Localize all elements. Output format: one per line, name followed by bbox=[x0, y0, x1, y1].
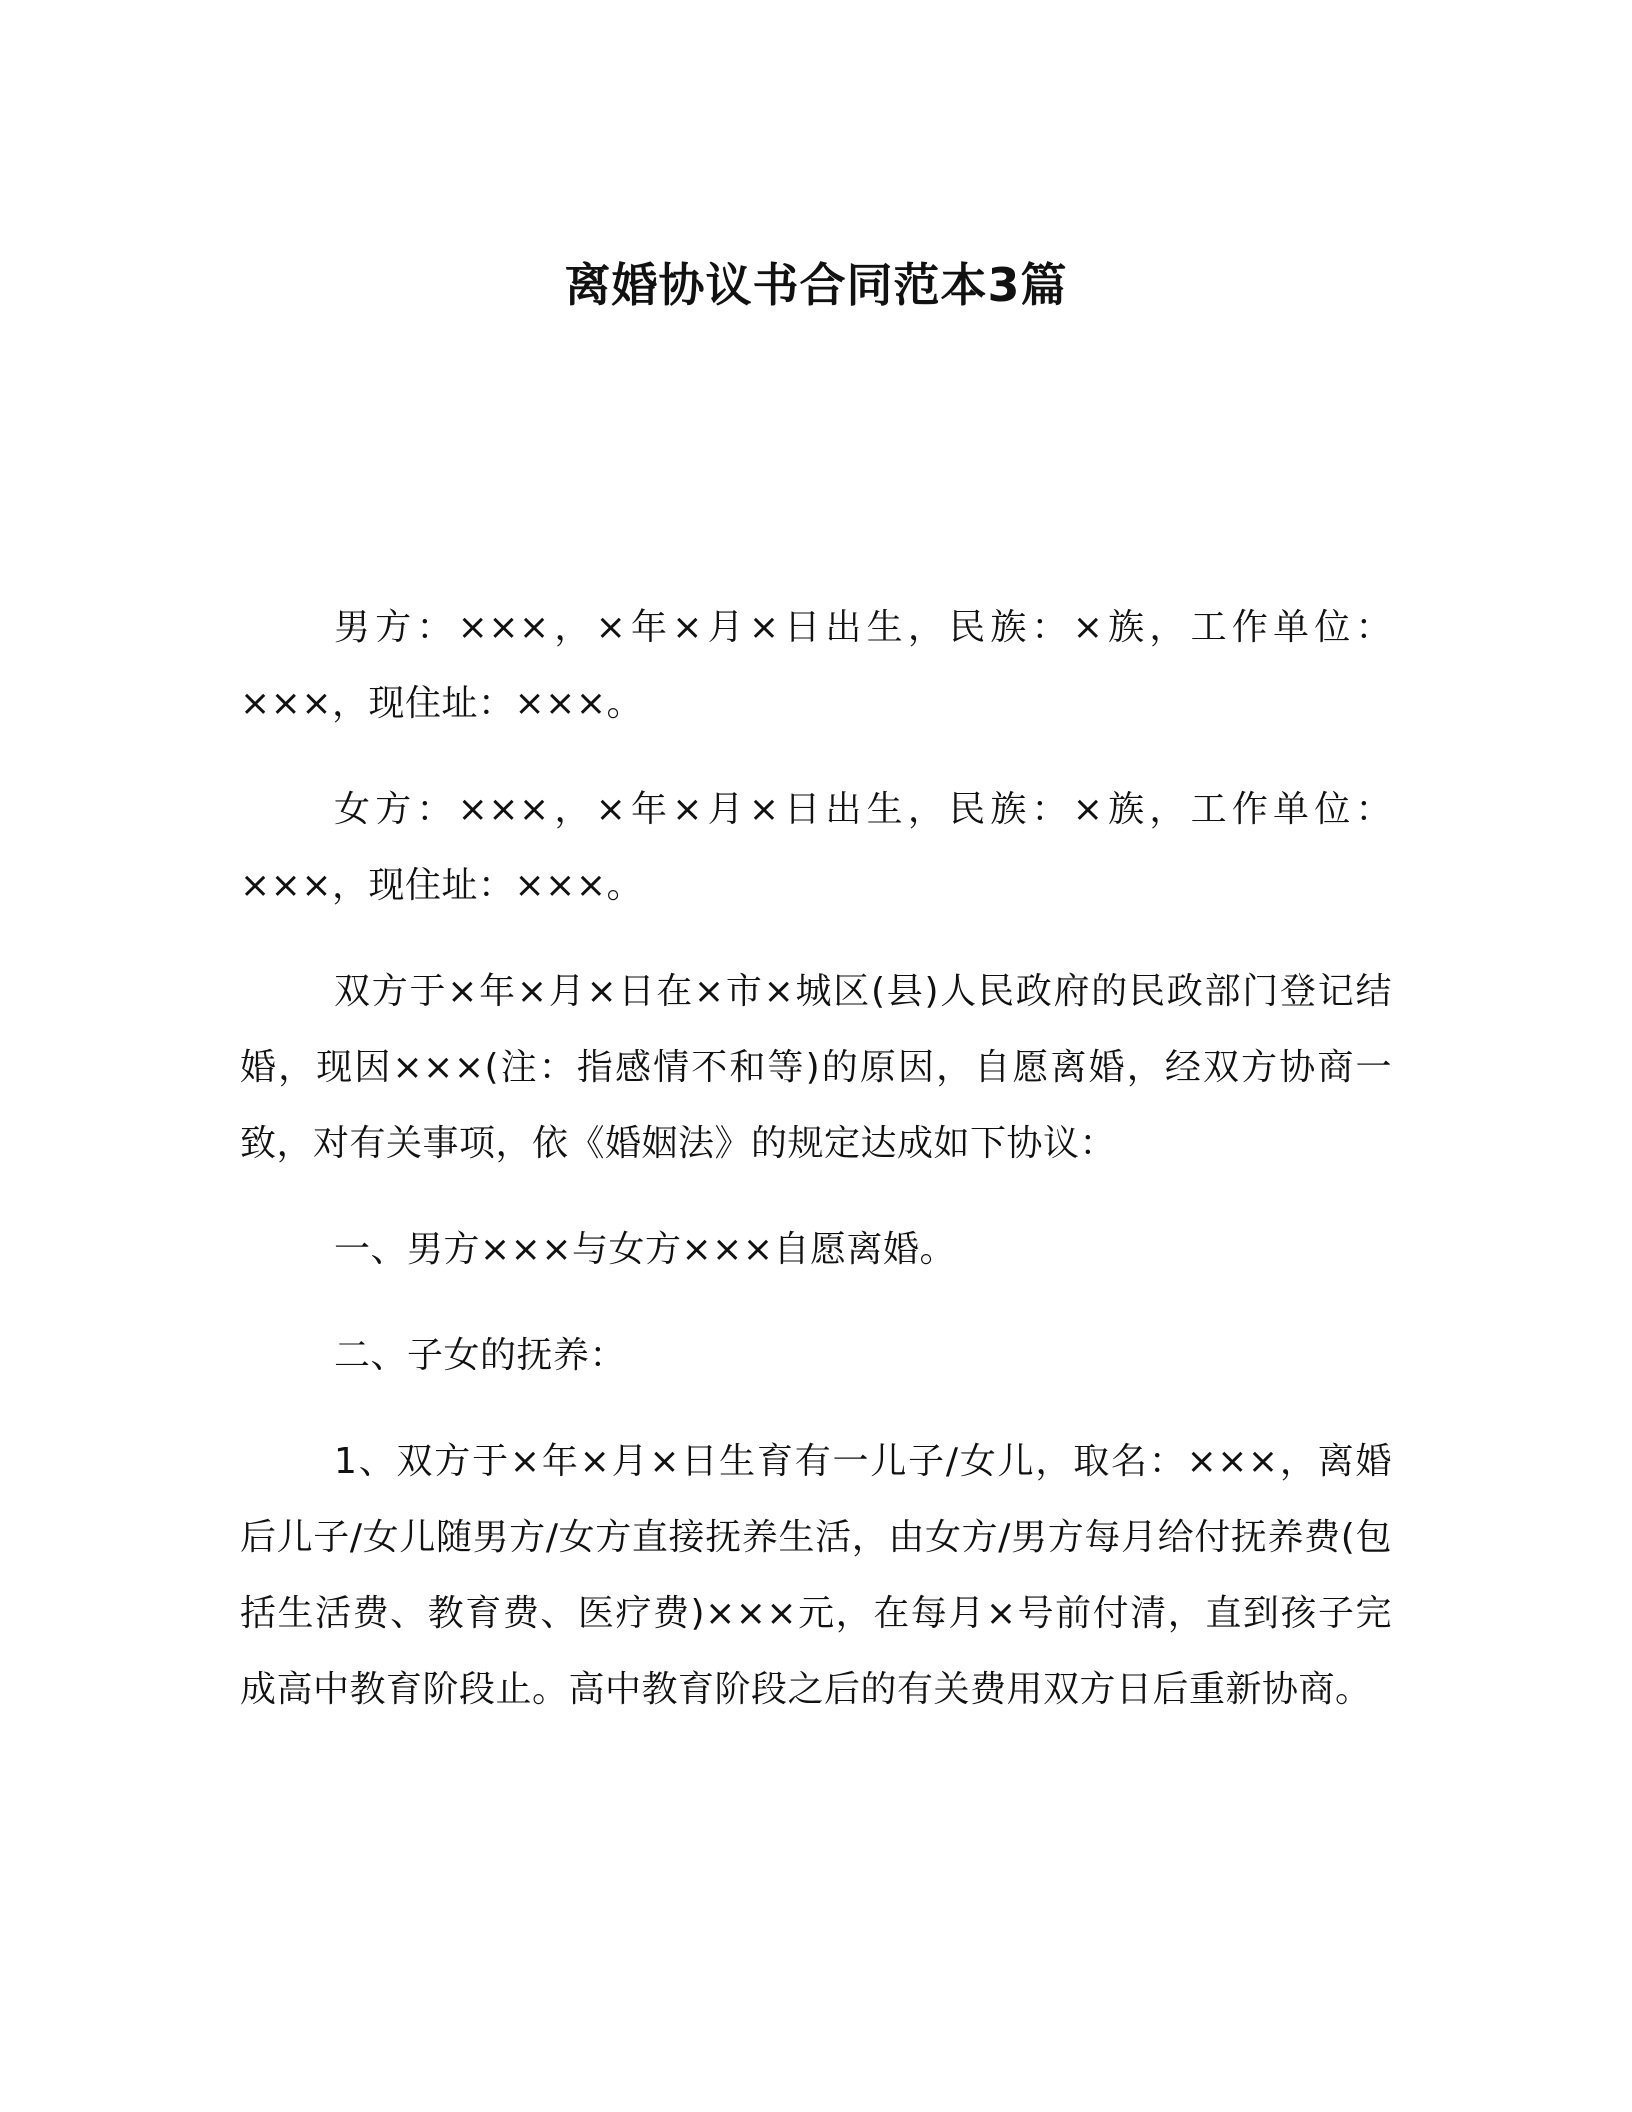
paragraph-male-party: 男方：×××，×年×月×日出生，民族：×族，工作单位：×××，现住址：×××。 bbox=[240, 607, 1392, 724]
paragraph-clause-two-heading: 二、子女的抚养： bbox=[334, 1335, 627, 1376]
paragraph-child-support: 1、双方于×年×月×日生育有一儿子/女儿，取名：×××，离婚后儿子/女儿随男方/女方直接抚养生活，由女方/男方每月给付抚养费(包括生活费、教育费、医疗费)×××元，在每月×号前付清，直到孩子完成高中教育阶段止。高中教育阶段之后的有关费用双方日后重新协商。 bbox=[240, 1441, 1392, 1710]
paragraph-female-party: 女方：×××，×年×月×日出生，民族：×族，工作单位：×××，现住址：×××。 bbox=[240, 789, 1392, 906]
paragraph-clause-one: 一、男方×××与女方×××自愿离婚。 bbox=[334, 1229, 956, 1270]
document-body bbox=[240, 590, 1392, 1758]
paragraph-marriage-background: 双方于×年×月×日在×市×城区(县)人民政府的民政部门登记结婚，现因×××(注：指感情不和等)的原因，自愿离婚，经双方协商一致，对有关事项，依《婚姻法》的规定达成如下协议： bbox=[240, 971, 1392, 1164]
document-title: 离婚协议书合同范本3篇 bbox=[564, 257, 1068, 312]
